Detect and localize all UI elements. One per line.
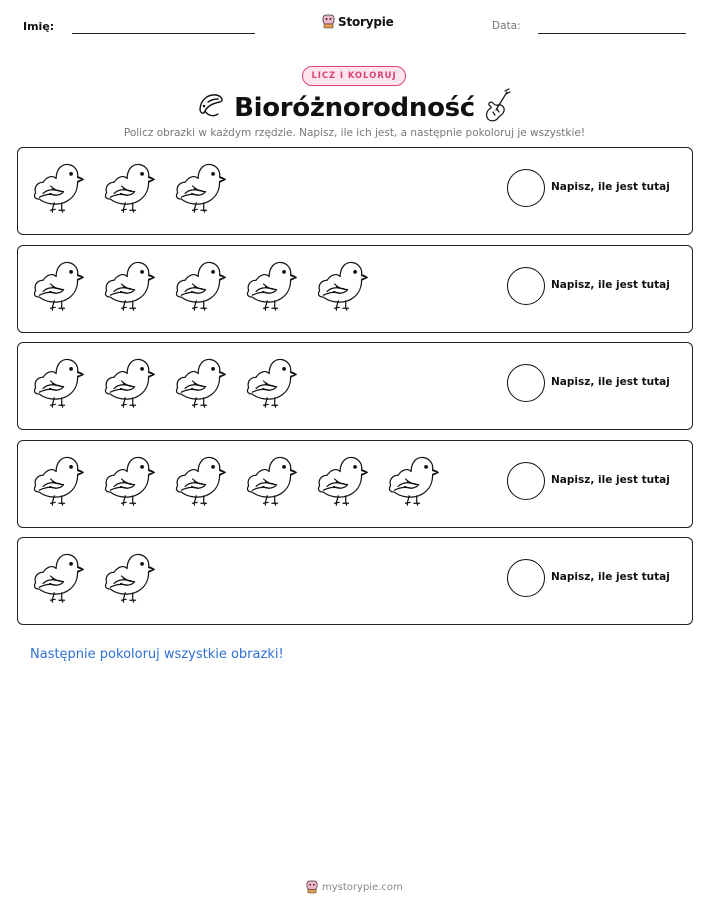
violin-icon	[481, 88, 511, 124]
answer-label: Napisz, ile jest tutaj	[551, 376, 670, 388]
storypie-mascot-icon	[306, 880, 318, 894]
picture-group	[30, 256, 370, 312]
answer-circle[interactable]	[507, 364, 545, 402]
bird-icon	[30, 548, 86, 604]
answer-label: Napisz, ile jest tutaj	[551, 474, 670, 486]
date-line[interactable]	[538, 33, 686, 34]
bird-icon	[101, 548, 157, 604]
bird-icon	[101, 451, 157, 507]
count-row	[17, 342, 693, 430]
bird-icon	[172, 158, 228, 214]
bird-icon	[314, 256, 370, 312]
count-row	[17, 537, 693, 625]
bird-icon	[243, 256, 299, 312]
count-row	[17, 147, 693, 235]
bird-icon	[243, 353, 299, 409]
picture-group	[30, 353, 299, 409]
bird-icon	[314, 451, 370, 507]
answer-label: Napisz, ile jest tutaj	[551, 571, 670, 583]
bird-icon	[385, 451, 441, 507]
footer-note: Następnie pokoloruj wszystkie obrazki!	[30, 647, 284, 662]
brand-logo	[322, 14, 394, 29]
count-row	[17, 440, 693, 528]
date-label: Data:	[492, 20, 521, 32]
page-title: Bioróżnorodność	[234, 93, 475, 123]
answer-circle[interactable]	[507, 169, 545, 207]
instructions: Policz obrazki w każdym rzędzie. Napisz, ile ich jest, a następnie pokoloruj je wszystkie!	[123, 127, 586, 139]
count-row	[17, 245, 693, 333]
name-label: Imię:	[23, 20, 55, 33]
activity-badge: LICZ I KOLORUJ	[302, 66, 406, 86]
footer-url: mystorypie.com	[322, 881, 403, 893]
picture-group	[30, 158, 228, 214]
answer-label: Napisz, ile jest tutaj	[551, 181, 670, 193]
picture-group	[30, 548, 157, 604]
answer-label: Napisz, ile jest tutaj	[551, 279, 670, 291]
bird-icon	[243, 451, 299, 507]
answer-circle[interactable]	[507, 559, 545, 597]
bird-icon	[101, 353, 157, 409]
bird-icon	[30, 256, 86, 312]
bird-icon	[30, 158, 86, 214]
answer-circle[interactable]	[507, 462, 545, 500]
bird-icon	[101, 158, 157, 214]
bird-icon	[172, 353, 228, 409]
answer-circle[interactable]	[507, 267, 545, 305]
bird-icon	[30, 353, 86, 409]
bird-icon	[30, 451, 86, 507]
brand-name: Storypie	[338, 14, 394, 29]
bird-icon	[172, 451, 228, 507]
name-line[interactable]	[72, 33, 255, 34]
storypie-mascot-icon	[322, 14, 335, 29]
footer	[306, 880, 403, 894]
bird-icon	[172, 256, 228, 312]
picture-group	[30, 451, 441, 507]
bird-icon	[101, 256, 157, 312]
